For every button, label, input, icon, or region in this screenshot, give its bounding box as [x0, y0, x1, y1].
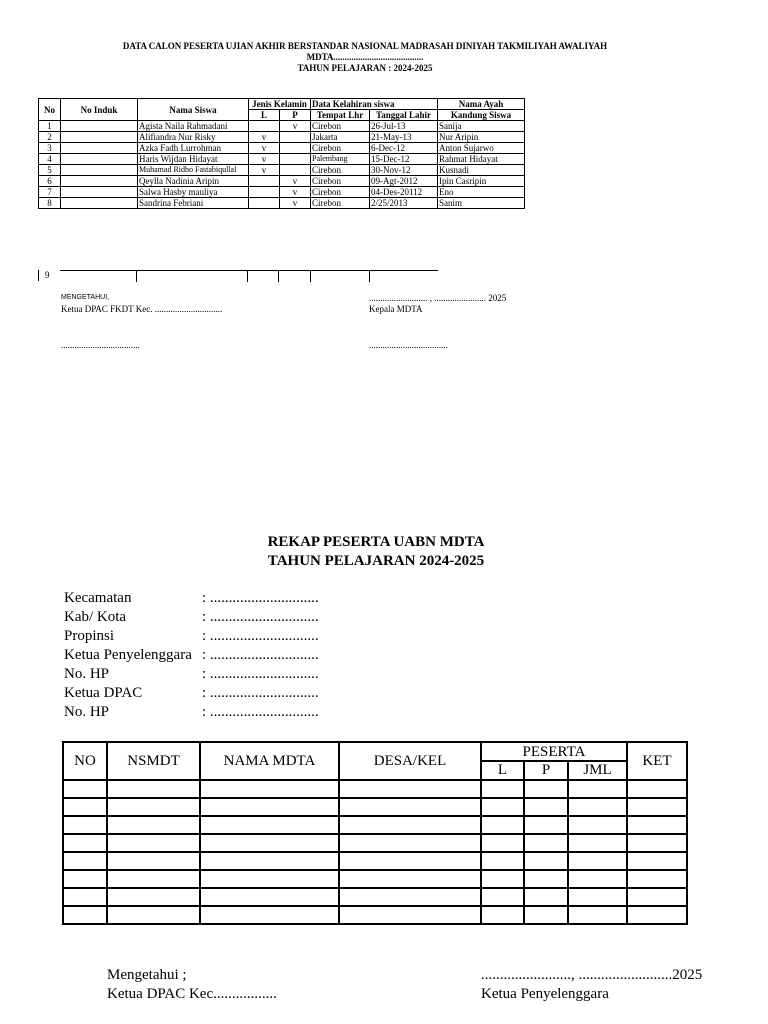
cell-no: 6: [39, 176, 61, 187]
table-row: [39, 165, 525, 176]
cell-p: [280, 165, 311, 176]
footer-date-line: ........................, .........................2025: [481, 967, 703, 983]
field-kecamatan-label: Kecamatan: [64, 590, 132, 606]
cell-nama: Azka Fadh Lurrohman: [138, 143, 249, 154]
cell-tempat: Jakarta: [311, 132, 370, 143]
header-p: P: [280, 110, 311, 121]
cell-p: v: [280, 176, 311, 187]
field-hp2-label: No. HP: [64, 704, 110, 720]
cell-no: 3: [39, 143, 61, 154]
cell-tempat: Cirebon: [311, 121, 370, 132]
cell-tanggal: 21-May-13: [370, 132, 438, 143]
cell-l: [249, 198, 280, 209]
table-row: [39, 198, 525, 209]
cell-tempat: Palembang: [311, 154, 370, 165]
header-l: L: [481, 761, 524, 780]
cell-induk: [61, 143, 138, 154]
cell-induk: [61, 132, 138, 143]
table-row: [39, 132, 525, 143]
cell-tanggal: 26-Jul-13: [370, 121, 438, 132]
cell-no: 7: [39, 187, 61, 198]
cell-tempat: Cirebon: [311, 176, 370, 187]
cell-nama: Salwa Hasby mauliya: [138, 187, 249, 198]
field-propinsi-value: : .............................: [202, 628, 319, 644]
header-no: NO: [63, 742, 107, 780]
cell-l: [249, 176, 280, 187]
cell-ayah: Kusnadi: [438, 165, 525, 176]
cell-no: 8: [39, 198, 61, 209]
cell-nama: Agista Naila Rahmadani: [138, 121, 249, 132]
row9-top-line: [60, 270, 438, 271]
cell-tanggal: 6-Dec-12: [370, 143, 438, 154]
table-row: [63, 798, 687, 816]
cell-tanggal: 30-Nov-12: [370, 165, 438, 176]
table-row: [63, 906, 687, 924]
row9-divider: [278, 270, 279, 282]
cell-nama: Sandrina Febriani: [138, 198, 249, 209]
header-p: P: [524, 761, 568, 780]
table-row: [63, 852, 687, 870]
cell-p: v: [280, 198, 311, 209]
table-row: [39, 187, 525, 198]
footer-mengetahui: Mengetahui ;: [107, 967, 187, 983]
signature-left: ...................................: [61, 340, 140, 350]
field-hp-label: No. HP: [64, 666, 110, 682]
cell-tempat: Cirebon: [311, 198, 370, 209]
rekap-title: REKAP PESERTA UABN MDTA: [267, 534, 485, 550]
header-tanggal-lahir: Tanggal Lahir: [370, 110, 438, 121]
cell-l: v: [249, 165, 280, 176]
header-peserta: PESERTA: [481, 742, 627, 761]
cell-ayah: Rahmat Hidayat: [438, 154, 525, 165]
table-row: [63, 834, 687, 852]
row9-divider: [247, 270, 248, 282]
row9-left-border: [38, 270, 39, 281]
header-no: No: [39, 99, 61, 121]
header-nsmdt: NSMDT: [107, 742, 200, 780]
field-kota-value: : .............................: [202, 609, 319, 625]
cell-p: [280, 143, 311, 154]
cell-tanggal: 09-Agt-2012: [370, 176, 438, 187]
cell-ayah: Anton Sujarwo: [438, 143, 525, 154]
header-l: L: [249, 110, 280, 121]
cell-l: v: [249, 154, 280, 165]
cell-induk: [61, 121, 138, 132]
cell-p: v: [280, 121, 311, 132]
signature-right: ...................................: [369, 340, 448, 350]
field-kota-label: Kab/ Kota: [64, 609, 127, 625]
cell-no: 1: [39, 121, 61, 132]
cell-induk: [61, 187, 138, 198]
cell-tempat: Cirebon: [311, 187, 370, 198]
header-nama-ayah: Nama Ayah: [438, 99, 525, 110]
cell-ayah: Ipin Casripin: [438, 176, 525, 187]
cell-ayah: Eno: [438, 187, 525, 198]
cell-tempat: Cirebon: [311, 165, 370, 176]
table-row: [63, 870, 687, 888]
cell-no: 4: [39, 154, 61, 165]
cell-ayah: Sanija: [438, 121, 525, 132]
cell-no: 2: [39, 132, 61, 143]
field-propinsi-label: Propinsi: [64, 628, 115, 644]
cell-l: [249, 187, 280, 198]
table-row: [39, 176, 525, 187]
table-row: [39, 143, 525, 154]
table-row: [63, 816, 687, 834]
header-no-induk: No Induk: [61, 99, 138, 121]
row9-divider: [369, 270, 370, 282]
doc1-title-line2: MDTA........................................: [306, 52, 424, 62]
cell-ayah: Sanim: [438, 198, 525, 209]
cell-tanggal: 15-Dec-12: [370, 154, 438, 165]
row9-no: 9: [45, 270, 50, 280]
kepala-mdta-label: Kepala MDTA: [369, 304, 423, 314]
cell-ayah: Nur Aripin: [438, 132, 525, 143]
cell-nama: Qeylla Nadinia Aripin: [138, 176, 249, 187]
cell-nama: Haris Wijdan Hidayat: [138, 154, 249, 165]
cell-l: v: [249, 132, 280, 143]
table-row: [39, 121, 525, 132]
cell-nama: Muhamad Ridho Fastabiqullal: [138, 165, 249, 176]
header-kandung-siswa: Kandung Siswa: [438, 110, 525, 121]
cell-induk: [61, 176, 138, 187]
doc1-title-line3: TAHUN PELAJARAN : 2024-2025: [297, 63, 433, 73]
table-row: [39, 154, 525, 165]
field-kecamatan-value: : .............................: [202, 590, 319, 606]
rekap-subtitle: TAHUN PELAJARAN 2024-2025: [267, 553, 485, 569]
field-hp2-value: : .............................: [202, 704, 319, 720]
field-ketua-dpac-label: Ketua DPAC: [64, 685, 143, 701]
cell-induk: [61, 154, 138, 165]
row9-divider: [310, 270, 311, 282]
header-data-kelahiran: Data Kelahiran siswa: [311, 99, 438, 110]
cell-p: [280, 154, 311, 165]
cell-p: v: [280, 187, 311, 198]
footer-ketua-dpac: Ketua DPAC Kec.................: [107, 986, 277, 1002]
table-row: [63, 888, 687, 906]
cell-induk: [61, 198, 138, 209]
field-hp-value: : .............................: [202, 666, 319, 682]
header-nama-mdta: NAMA MDTA: [200, 742, 339, 780]
header-ket: KET: [627, 742, 687, 780]
header-jml: JML: [568, 761, 627, 780]
cell-l: v: [249, 143, 280, 154]
cell-tanggal: 04-Des-20112: [370, 187, 438, 198]
field-ketua-dpac-value: : .............................: [202, 685, 319, 701]
cell-tanggal: 2/25/2013: [370, 198, 438, 209]
doc1-title-line1: DATA CALON PESERTA UJIAN AKHIR BERSTANDAR NASIONAL MADRASAH DINIYAH TAKMILIYAH AWALIYAH: [122, 41, 608, 51]
cell-l: [249, 121, 280, 132]
row9-divider: [136, 270, 137, 282]
table-row: [63, 780, 687, 798]
date-line: .......................... , ....................... 2025: [369, 293, 507, 303]
footer-ketua-penyelenggara: Ketua Penyelenggara: [481, 986, 609, 1002]
field-ketua-penyelenggara-value: : .............................: [202, 647, 319, 663]
ketua-dpac-label: Ketua DPAC FKDT Kec. ..............................: [61, 304, 223, 314]
cell-tempat: Cirebon: [311, 143, 370, 154]
rekap-table: [62, 741, 688, 925]
cell-no: 5: [39, 165, 61, 176]
cell-nama: Alifiandra Nur Risky: [138, 132, 249, 143]
header-jenis-kelamin: Jenis Kelamin: [249, 99, 311, 110]
field-ketua-penyelenggara-label: Ketua Penyelenggara: [64, 647, 192, 663]
header-tempat-lahir: Tempat Lhr: [311, 110, 370, 121]
header-desa-kel: DESA/KEL: [339, 742, 481, 780]
cell-induk: [61, 165, 138, 176]
cell-p: [280, 132, 311, 143]
mengetahui-label: MENGETAHUI,: [61, 294, 110, 301]
student-table: [38, 98, 525, 209]
header-nama-siswa: Nama Siswa: [138, 99, 249, 121]
